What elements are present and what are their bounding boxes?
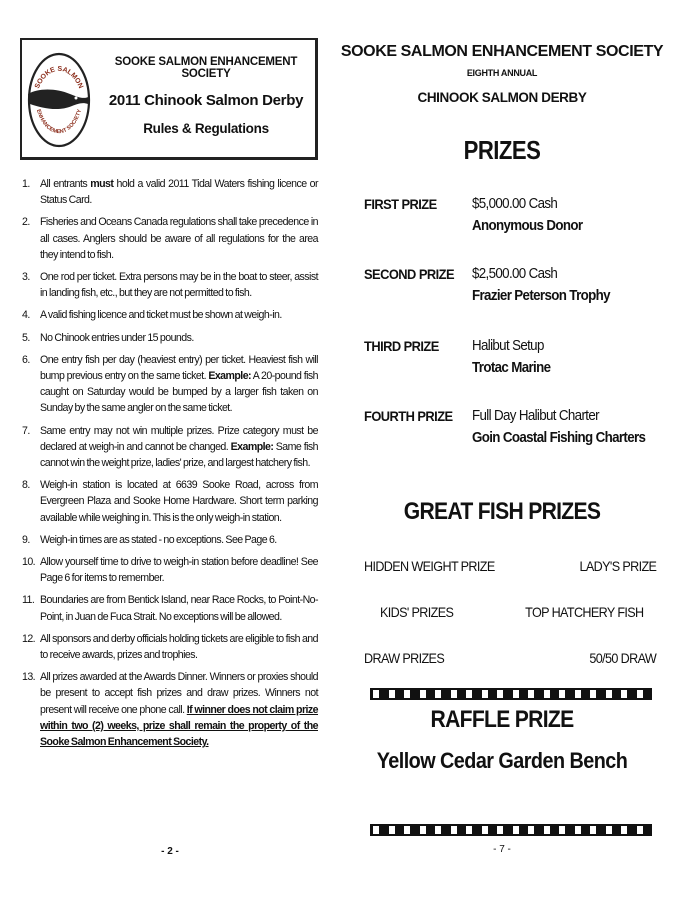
rule-underlined-text: If winner does not claim prize within two (2) weeks, prize shall remain the property of the Sooke Salmon Enhancement Society. bbox=[40, 703, 319, 749]
svg-text:ENHANCEMENT SOCIETY bbox=[35, 108, 83, 135]
stripe-square bbox=[451, 826, 457, 834]
prize-description: Full Day Halibut Charter bbox=[472, 408, 599, 424]
prize-description: $5,000.00 Cash bbox=[472, 196, 558, 212]
stripe-square bbox=[528, 826, 534, 834]
raffle-prize-item: Yellow Cedar Garden Bench bbox=[376, 748, 628, 773]
rule-text: A valid fishing licence and ticket must be shown at weigh-in. bbox=[40, 309, 282, 322]
stripe-square bbox=[420, 690, 426, 698]
fish-prize-lady: LADY'S PRIZE bbox=[579, 558, 656, 574]
stripe-square bbox=[575, 690, 581, 698]
stripe-square bbox=[637, 690, 643, 698]
rule-item bbox=[22, 269, 318, 301]
prize-description: $2,500.00 Cash bbox=[472, 266, 558, 282]
stripe-square bbox=[621, 690, 627, 698]
rule-text: All prizes awarded at the Awards Dinner. Winners or proxies should be present to accept fish prizes and draw prizes. Winners not present will receive one phone call. bbox=[40, 671, 318, 716]
prize-donor: Frazier Peterson Trophy bbox=[472, 288, 610, 304]
rule-text: All sponsors and derby officials holding tickets are eligible to fish and to receive awards, prizes and trophies. bbox=[40, 632, 318, 662]
derby-title: CHINOOK SALMON DERBY bbox=[417, 90, 587, 105]
svg-text:SOOKE SALMON bbox=[34, 66, 84, 90]
prize-donor: Anonymous Donor bbox=[472, 218, 583, 234]
rule-item bbox=[22, 554, 318, 586]
stripe-square bbox=[373, 690, 379, 698]
stripe-square bbox=[466, 826, 472, 834]
stripe-square bbox=[513, 690, 519, 698]
prize-description: Halibut Setup bbox=[472, 338, 544, 354]
prize-donor: Goin Coastal Fishing Charters bbox=[472, 430, 646, 446]
fish-prize-hidden-weight: HIDDEN WEIGHT PRIZE bbox=[364, 558, 495, 574]
rule-item bbox=[22, 307, 318, 323]
rule-number: 7. bbox=[22, 424, 30, 437]
rule-number: 8. bbox=[22, 479, 30, 492]
rule-text: One entry fish per day (heaviest entry) per ticket. Heaviest fish will bump previous entry on the same ticket. bbox=[40, 353, 318, 383]
rule-item bbox=[22, 592, 318, 624]
page-number: - 7 - bbox=[493, 844, 511, 855]
logo-text-bottom: ENHANCEMENT SOCIETY bbox=[34, 108, 84, 136]
rule-item bbox=[22, 214, 318, 263]
page-number: - 2 - bbox=[161, 846, 179, 857]
rules-list bbox=[22, 176, 318, 756]
prize-label: SECOND PRIZE bbox=[364, 266, 455, 282]
rule-text: Weigh-in station is located at 6639 Sooke Road, across from Evergreen Plaza and Sooke Home Hardware. Short term parking available while weighing in. This is the only weigh-in station. bbox=[40, 479, 318, 524]
rule-text-rest: hold a valid 2011 Tidal Waters fishing licence or Status Card. bbox=[40, 178, 319, 207]
logo-text-top: SOOKE SALMON bbox=[33, 65, 85, 90]
rule-number: 10. bbox=[22, 556, 36, 569]
rule-text-rest: Same fish cannot win the weight prize, ladies' prize, and largest hatchery fish. bbox=[40, 440, 318, 470]
prize-donor: Trotac Marine bbox=[472, 360, 551, 376]
prizes-heading: PRIZES bbox=[463, 135, 541, 165]
stripe-square bbox=[621, 826, 627, 834]
rule-number: 2. bbox=[22, 216, 30, 229]
stripe-square bbox=[637, 826, 643, 834]
rule-number: 3. bbox=[22, 271, 30, 284]
rule-text: Same entry may not win multiple prizes. Prize category must be declared at weigh-in and cannot be changed. bbox=[40, 424, 318, 453]
rule-number: 12. bbox=[22, 632, 36, 645]
rule-number: 13. bbox=[22, 671, 36, 684]
stripe-square bbox=[435, 826, 441, 834]
fish-prize-draw: DRAW PRIZES bbox=[364, 650, 445, 666]
stripe-square bbox=[606, 826, 612, 834]
rules-title: Rules & Regulations bbox=[143, 121, 269, 136]
stripe-square bbox=[590, 826, 596, 834]
rule-number: 1. bbox=[22, 178, 30, 190]
rule-emphasis: must bbox=[90, 178, 114, 190]
rule-number: 11. bbox=[22, 594, 35, 607]
stripe-square bbox=[389, 690, 395, 698]
stripe-square bbox=[404, 826, 410, 834]
stripe-square bbox=[373, 826, 379, 834]
rule-item bbox=[22, 669, 318, 750]
stripe-square bbox=[513, 826, 519, 834]
prize-label: FOURTH PRIZE bbox=[364, 408, 453, 424]
fish-prize-50-50: 50/50 DRAW bbox=[589, 650, 656, 666]
rule-text: Boundaries are from Bentick Island, near Race Rocks, to Point-No-Point, in Juan de Fuca Strait. No exceptions will be allowed. bbox=[40, 594, 318, 623]
stripe-square bbox=[544, 690, 550, 698]
stripe-square bbox=[606, 690, 612, 698]
salmon-society-logo bbox=[26, 50, 92, 150]
stripe-square bbox=[482, 826, 488, 834]
great-fish-prizes-heading: GREAT FISH PRIZES bbox=[403, 498, 601, 525]
stripe-square bbox=[559, 690, 565, 698]
stripe-square bbox=[420, 826, 426, 834]
rule-item bbox=[22, 176, 318, 208]
fish-prize-kids: KIDS' PRIZES bbox=[380, 604, 454, 620]
rule-text: Weigh-in times are as stated - no exceptions. See Page 6. bbox=[40, 533, 277, 546]
stripe-square bbox=[559, 826, 565, 834]
rule-item bbox=[22, 532, 318, 548]
rule-item bbox=[22, 330, 318, 346]
rules-header-box bbox=[20, 38, 318, 160]
stripe-square bbox=[590, 690, 596, 698]
salmon-icon bbox=[28, 90, 90, 110]
stripe-square bbox=[497, 826, 503, 834]
stripe-square bbox=[544, 826, 550, 834]
prize-label: FIRST PRIZE bbox=[364, 196, 437, 212]
derby-title: 2011 Chinook Salmon Derby bbox=[108, 92, 304, 109]
rule-text: One rod per ticket. Extra persons may be in the boat to steer, assist in landing fish, etc., but they are not permitted to fish. bbox=[40, 271, 318, 300]
rule-number: 9. bbox=[22, 533, 30, 546]
rule-emphasis: Example: bbox=[230, 440, 274, 453]
rule-text: No Chinook entries under 15 pounds. bbox=[40, 331, 194, 344]
rule-text: Fisheries and Oceans Canada regulations shall take precedence in all cases. Anglers should be aware of all regulations for the area they intend to fish. bbox=[40, 216, 318, 261]
stripe-square bbox=[482, 690, 488, 698]
rule-item bbox=[22, 631, 318, 663]
rule-text: All entrants bbox=[40, 178, 91, 190]
rule-text-rest: A 20-pound fish caught on Saturday would be bumped by a larger fish taken on Sunday by the same angler on the same ticket. bbox=[40, 370, 318, 415]
raffle-prize-heading: RAFFLE PRIZE bbox=[430, 706, 574, 733]
stripe-square bbox=[404, 690, 410, 698]
stripe-square bbox=[575, 826, 581, 834]
stripe-divider-top bbox=[370, 688, 652, 700]
rule-emphasis: Example: bbox=[208, 370, 252, 383]
rule-item bbox=[22, 423, 318, 472]
society-name: SOOKE SALMON ENHANCEMENT SOCIETY bbox=[114, 56, 298, 80]
stripe-square bbox=[435, 690, 441, 698]
fish-prize-top-hatchery: TOP HATCHERY FISH bbox=[525, 604, 644, 620]
rule-item bbox=[22, 352, 318, 417]
rule-number: 5. bbox=[22, 331, 30, 344]
stripe-square bbox=[497, 690, 503, 698]
prize-label: THIRD PRIZE bbox=[364, 338, 439, 354]
stripe-square bbox=[451, 690, 457, 698]
rule-number: 4. bbox=[22, 309, 30, 322]
stripe-square bbox=[466, 690, 472, 698]
stripe-square bbox=[528, 690, 534, 698]
rule-text: Allow yourself time to drive to weigh-in station before deadline! See Page 6 for items to remember. bbox=[40, 556, 318, 585]
rule-number: 6. bbox=[22, 353, 30, 366]
stripe-divider-bottom bbox=[370, 824, 652, 836]
society-name: SOOKE SALMON ENHANCEMENT SOCIETY bbox=[340, 43, 664, 60]
annual-label: EIGHTH ANNUAL bbox=[466, 68, 538, 78]
rule-item bbox=[22, 477, 318, 526]
stripe-square bbox=[389, 826, 395, 834]
page-7-prizes bbox=[340, 0, 680, 897]
